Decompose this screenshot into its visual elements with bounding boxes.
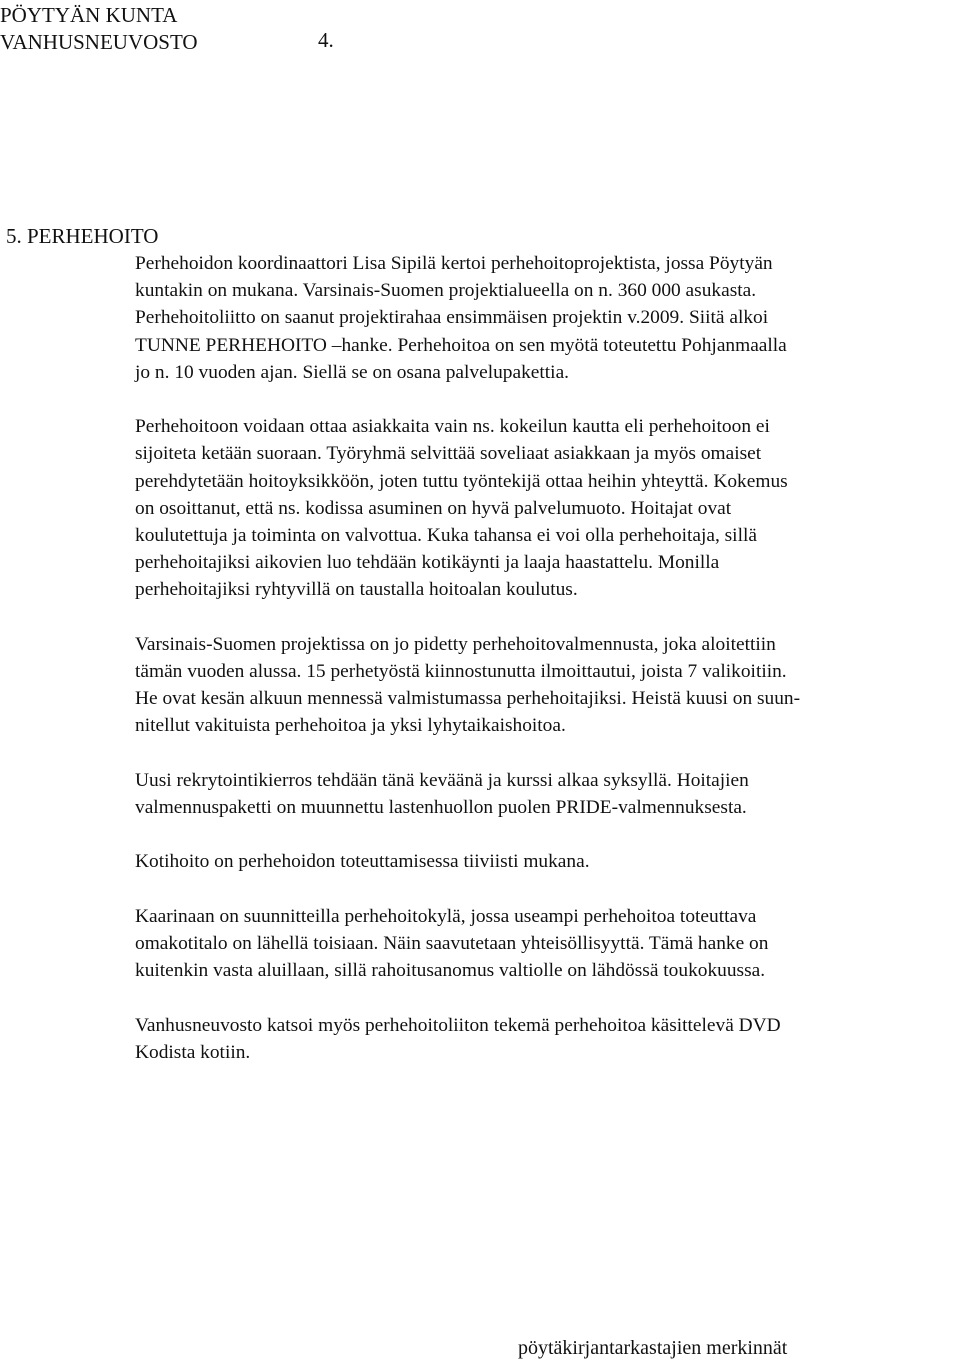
text-line: koulutettuja ja toiminta on valvottua. Kuka tahansa ei voi olla perhehoitaja, sillä [135,525,757,547]
text-line: Perhehoidon koordinaattori Lisa Sipilä kertoi perhehoitoprojektista, jossa Pöytyän [135,253,773,274]
paragraph-gap [135,386,935,413]
section-body [135,250,935,1066]
text-line: tämän vuoden alussa. 15 perhetyöstä kiinnostunutta ilmoittautui, joista 7 valikoitiin. [135,661,787,683]
text-line: sijoiteta ketään suoraan. Työryhmä selvittää soveliaat asiakkaan ja myös omaiset [135,443,762,465]
text-line: jo n. 10 vuoden ajan. Siellä se on osana palvelupakettia. [135,361,570,383]
text-line: nitellut vakituista perhehoitoa ja yksi lyhytaikaishoitoa. [135,715,566,737]
text-line: Perhehoitoon voidaan ottaa asiakkaita vain ns. kokeilun kautta eli perhehoitoon ei [135,416,770,438]
paragraph-gap [135,876,935,903]
section-title: 5. PERHEHOITO [6,224,159,248]
text-line: Uusi rekrytointikierros tehdään tänä keväänä ja kurssi alkaa syksyllä. Hoitajien [135,769,749,791]
paragraph-recruitment [135,767,935,821]
text-line: valmennuspaketti on muunnettu lastenhuollon puolen PRIDE-valmennuksesta. [135,797,747,819]
text-line: He ovat kesän alkuun mennessä valmistumassa perhehoitajiksi. Heistä kuusi on suun- [135,688,801,710]
paragraph-gap [135,984,935,1011]
text-line: TUNNE PERHEHOITO –hanke. Perhehoitoa on sen myötä toteutettu Pohjanmaalla [135,334,787,356]
paragraph-project-intro [135,250,935,386]
text-line: Perhehoitoliitto on saanut projektirahaa ensimmäisen projektin v.2009. Siitä alkoi [135,307,769,329]
council-name: VANHUSNEUVOSTO [0,30,198,54]
paragraph-training [135,631,935,740]
page-number: 4. [318,28,334,52]
paragraph-gap [135,821,935,848]
text-line: Kodista kotiin. [135,1041,251,1063]
paragraph-gap [135,740,935,767]
footer-reviewers-note: pöytäkirjantarkastajien merkinnät [518,1337,788,1359]
text-line: Kaarinaan on suunnitteilla perhehoitokylä, jossa useampi perhehoitoa toteuttava [135,905,757,927]
text-line: Vanhusneuvosto katsoi myös perhehoitoliiton tekemä perhehoitoa käsittelevä DVD [135,1014,781,1036]
text-line: kuitenkin vasta aluillaan, sillä rahoitusanomus valtiolle on lähdössä toukokuussa. [135,960,766,982]
text-line: perehdytetään hoitoyksikköön, joten tuttu työntekijä ottaa heihin yhteyttä. Kokemus [135,470,788,492]
paragraph-clients [135,413,935,603]
text-line: Kotihoito on perhehoidon toteuttamisessa tiiviisti mukana. [135,851,590,873]
organization-name: PÖYTYÄN KUNTA [0,3,178,27]
text-line: omakotitalo on lähellä toisiaan. Näin saavutetaan yhteisöllisyyttä. Tämä hanke on [135,933,769,954]
paragraph-gap [135,604,935,631]
paragraph-home-care [135,848,935,875]
text-line: perhehoitajiksi aikovien luo tehdään kotikäynti ja laaja haastattelu. Monilla [135,552,720,574]
text-line: perhehoitajiksi ryhtyvillä on taustalla hoitoalan koulutus. [135,579,578,601]
paragraph-dvd [135,1012,935,1066]
text-line: Varsinais-Suomen projektissa on jo pidetty perhehoitovalmennusta, joka aloitettiin [135,633,776,655]
text-line: kuntakin on mukana. Varsinais-Suomen projektialueella on n. 360 000 asukasta. [135,280,757,302]
paragraph-family-village [135,903,935,985]
text-line: on osoittanut, että ns. kodissa asuminen on hyvä palvelumuoto. Hoitajat ovat [135,497,732,519]
page-header [0,2,198,56]
